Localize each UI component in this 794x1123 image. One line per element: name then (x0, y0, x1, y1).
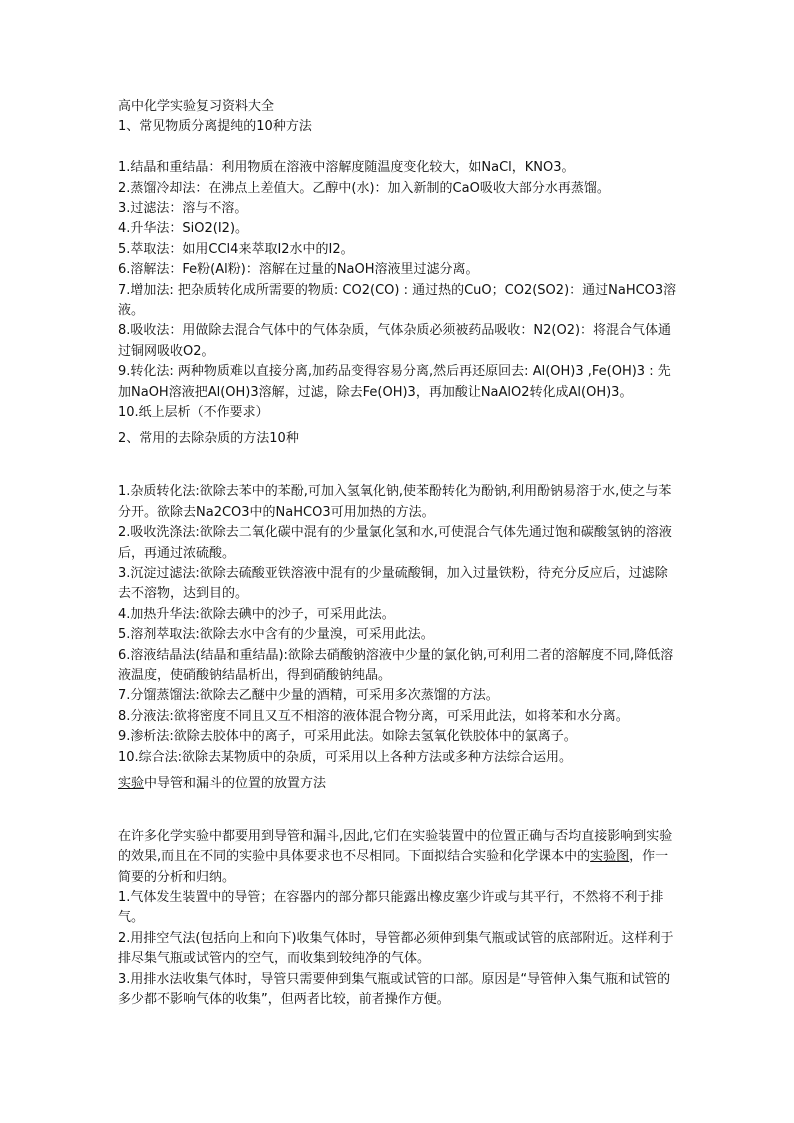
document-page (118, 0, 678, 1010)
list-item: 3.过滤法：溶与不溶。 (118, 201, 248, 217)
list-item: 3.用排水法收集气体时，导管只需要伸到集气瓶或试管的口部。原因是“导管伸入集气瓶和试管的多少都不影响气体的收集”，但两者比较，前者操作方便。 (118, 971, 671, 1008)
list-item: 1.结晶和重结晶：利用物质在溶液中溶解度随温度变化较大，如NaCl，KNO3。 (118, 160, 575, 176)
intro-text: 在许多化学实验中都要用到导管和漏斗,因此,它们在实验装置中的位置正确与否均直接影响到实验的效果,而且在不同的实验中具体要求也不尽相同。下面拟结合实验和化学课本中的 (118, 828, 673, 865)
list-item: 1.气体发生装置中的导管；在容器内的部分都只能露出橡皮塞少许或与其平行，不然将不利于排气。 (118, 889, 664, 926)
list-item: 8.吸收法：用做除去混合气体中的气体杂质，气体杂质必须被药品吸收：N2(O2)：将混合气体通过铜网吸收O2。 (118, 323, 672, 359)
intro-text-end: ，作一简要的分析和归纳。 (118, 849, 669, 885)
list-item: 8.分液法:欲将密度不同且又互不相溶的液体混合物分离，可采用此法，如将苯和水分离。 (118, 708, 629, 724)
list-item: 2.吸收洗涤法:欲除去二氧化碳中混有的少量氯化氢和水,可使混合气体先通过饱和碳酸氢钠的溶液后，再通过浓硫酸。 (118, 525, 672, 561)
section2-list (118, 482, 678, 768)
list-item: 6.溶解法：Fe粉(Al粉)：溶解在过量的NaOH溶液里过滤分离。 (118, 262, 479, 278)
list-item: 9.渗析法:欲除去胶体中的离子，可采用此法。如除去氢氧化铁胶体中的氯离子。 (118, 729, 577, 745)
list-item: 1.杂质转化法:欲除去苯中的苯酚,可加入氢氧化钠,使苯酚转化为酚钠,利用酚钠易溶于水,使之与苯分开。欲除去Na2CO3中的NaHCO3可用加热的方法。 (118, 484, 672, 520)
list-item: 6.溶液结晶法(结晶和重结晶):欲除去硝酸钠溶液中少量的氯化钠,可利用二者的溶解度不同,降低溶液温度，使硝酸钠结晶析出，得到硝酸钠纯晶。 (118, 647, 674, 683)
list-item: 10.综合法:欲除去某物质中的杂质，可采用以上各种方法或多种方法综合运用。 (118, 749, 573, 765)
list-item: 3.沉淀过滤法:欲除去硫酸亚铁溶液中混有的少量硫酸铜，加入过量铁粉，待充分反应后，过滤除去不溶物，达到目的。 (118, 565, 668, 602)
section3-list (118, 888, 678, 1010)
list-item: 5.萃取法：如用CCl4来萃取I2水中的I2。 (118, 241, 354, 257)
section1-heading: 1、常见物质分离提纯的10种方法 (118, 119, 312, 135)
list-item: 4.加热升华法:欲除去碘中的沙子，可采用此法。 (118, 606, 395, 622)
experiment-link[interactable]: 实验 (118, 775, 145, 791)
list-item: 2.用排空气法(包括向上和向下)收集气体时，导管都必须伸到集气瓶或试管的底部附近。这样利于排尽集气瓶或试管内的空气，而收集到较纯净的气体。 (118, 930, 674, 967)
list-item: 7.分馏蒸馏法:欲除去乙醚中少量的酒精，可采用多次蒸馏的方法。 (118, 688, 499, 704)
section2-heading: 2、常用的去除杂质的方法10种 (118, 431, 299, 447)
experiment-figure-link[interactable]: 实验图 (590, 849, 630, 865)
list-item: 9.转化法: 两种物质难以直接分离,加药品变得容易分离,然后再还原回去: Al(OH)3 ,Fe(OH)3 : 先加NaOH溶液把Al(OH)3溶解，过滤，除去Fe(OH)3，再加酸让NaAlO2转化成Al(OH)3。 (118, 364, 671, 400)
document-title: 高中化学实验复习资料大全 (118, 99, 275, 114)
section3-heading-text: 中导管和漏斗的位置的放置方法 (144, 775, 327, 791)
list-item: 4.升华法：SiO2(I2)。 (118, 221, 249, 237)
list-item: 5.溶剂萃取法:欲除去水中含有的少量溴，可采用此法。 (118, 627, 434, 643)
section1-list (118, 158, 678, 423)
list-item: 2.蒸馏冷却法：在沸点上差值大。乙醇中(水)：加入新制的CaO吸收大部分水再蒸馏。 (118, 180, 610, 196)
section3-intro (118, 827, 678, 888)
list-item: 10.纸上层析（不作要求） (118, 405, 269, 421)
section3-heading (118, 774, 678, 794)
list-item: 7.增加法: 把杂质转化成所需要的物质: CO2(CO) : 通过热的CuO；CO2(SO2)：通过NaHCO3溶液。 (118, 282, 677, 319)
